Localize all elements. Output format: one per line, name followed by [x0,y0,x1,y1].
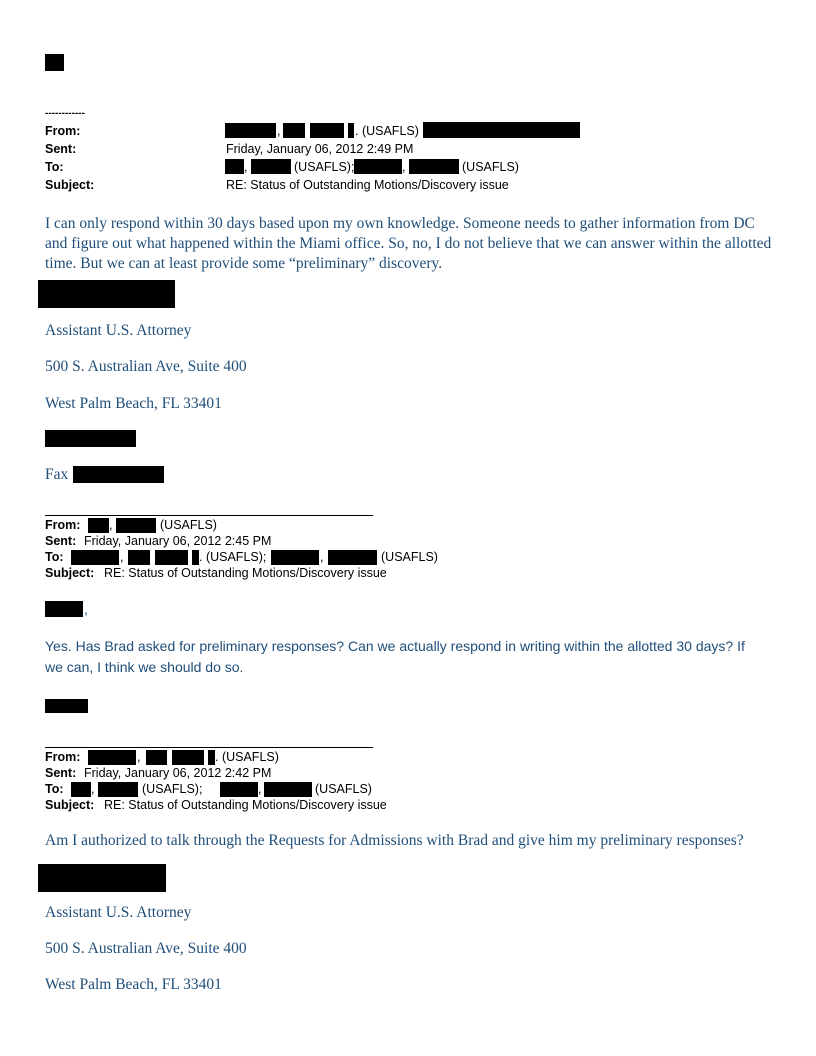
from-row [45,122,785,140]
signature-address-2: West Palm Beach, FL 33401 [45,976,222,993]
redaction-box [98,782,138,797]
redaction-box [192,550,199,565]
subject-value: RE: Status of Outstanding Motions/Discovery issue [104,566,387,580]
redaction-box [283,123,305,138]
divider [45,747,373,748]
subject-label: Subject: [45,798,95,812]
redaction-box [251,159,291,174]
to-part1: (USAFLS); [142,782,203,796]
redaction-box [45,430,136,447]
subject-label: Subject: [45,566,95,580]
to-row [45,549,745,565]
greeting-comma: , [84,601,88,617]
signature-address-1: 500 S. Australian Ave, Suite 400 [45,358,247,375]
redaction-box [45,601,83,617]
comma: , [120,550,124,564]
redaction-box [45,54,64,71]
redaction-box [71,782,91,797]
from-row [45,517,745,533]
from-label: From: [45,518,81,532]
redaction-box [354,159,402,174]
redaction-box [208,750,215,765]
subject-row [45,797,745,813]
redaction-box [220,782,258,797]
sent-row [45,533,745,549]
subject-value: RE: Status of Outstanding Motions/Discovery issue [226,178,509,192]
comma: , [320,550,324,564]
to-label: To: [45,550,64,564]
redaction-box [423,122,580,138]
sent-value: Friday, January 06, 2012 2:49 PM [226,142,414,156]
comma: , [244,160,248,174]
redaction-box [88,518,109,533]
from-label: From: [45,124,81,138]
redaction-box [71,550,119,565]
sent-label: Sent: [45,534,77,548]
subject-value: RE: Status of Outstanding Motions/Discovery issue [104,798,387,812]
redaction-box [116,518,156,533]
redaction-box [38,864,166,892]
from-suffix: (USAFLS) [160,518,217,532]
sent-label: Sent: [45,142,77,156]
subject-label: Subject: [45,178,95,192]
comma: , [258,782,262,796]
sent-row [45,140,785,158]
comma: , [109,518,113,532]
from-row [45,749,745,765]
redaction-box [38,280,175,308]
redaction-box [328,550,377,565]
redaction-box [264,782,312,797]
subject-row [45,176,785,194]
to-part2: (USAFLS) [462,160,519,174]
subject-row [45,565,745,581]
redaction-box [225,123,276,138]
redaction-box [271,550,319,565]
redaction-box [128,550,150,565]
redaction-box [155,550,188,565]
redaction-box [225,159,244,174]
redaction-box [348,123,354,138]
comma: , [137,750,141,764]
to-part2: (USAFLS) [381,550,438,564]
comma: , [402,160,406,174]
redaction-box [172,750,204,765]
comma: , [91,782,95,796]
redaction-box [409,159,459,174]
to-label: To: [45,160,64,174]
redaction-box [88,750,136,765]
sent-value: Friday, January 06, 2012 2:45 PM [84,534,272,548]
signature-title: Assistant U.S. Attorney [45,322,192,339]
signature-title: Assistant U.S. Attorney [45,904,192,921]
email-body-1: I can only respond within 30 days based upon my own knowledge. Someone needs to gather information from DC and figure out what happened within the Miami office. So, no, I do not believe that we can answer within the allotted time. But we can at least provide some “preliminary” discovery. [45,215,772,272]
redaction-box [146,750,167,765]
redaction-box [45,699,88,713]
email-body-2: Yes. Has Brad asked for preliminary responses? Can we actually respond in writing within the allotted 30 days? If we can, I think we should do so. [45,638,745,675]
to-row [45,158,785,176]
to-part2: (USAFLS) [315,782,372,796]
to-part1: . (USAFLS); [199,550,267,564]
to-row [45,781,745,797]
from-label: From: [45,750,81,764]
signature-address-2: West Palm Beach, FL 33401 [45,395,222,412]
separator-line: ------------ [45,108,85,119]
fax-label: Fax [45,466,69,483]
to-part1: (USAFLS); [294,160,355,174]
sent-label: Sent: [45,766,77,780]
divider [45,515,373,516]
redaction-box [73,466,164,483]
sent-row [45,765,745,781]
from-suffix: . (USAFLS) [215,750,279,764]
redaction-box [310,123,344,138]
email-body-3: Am I authorized to talk through the Requests for Admissions with Brad and give him my preliminary responses? [45,832,744,849]
sent-value: Friday, January 06, 2012 2:42 PM [84,766,272,780]
signature-address-1: 500 S. Australian Ave, Suite 400 [45,940,247,957]
from-suffix: . (USAFLS) [355,124,419,138]
to-label: To: [45,782,64,796]
comma: , [277,124,281,138]
